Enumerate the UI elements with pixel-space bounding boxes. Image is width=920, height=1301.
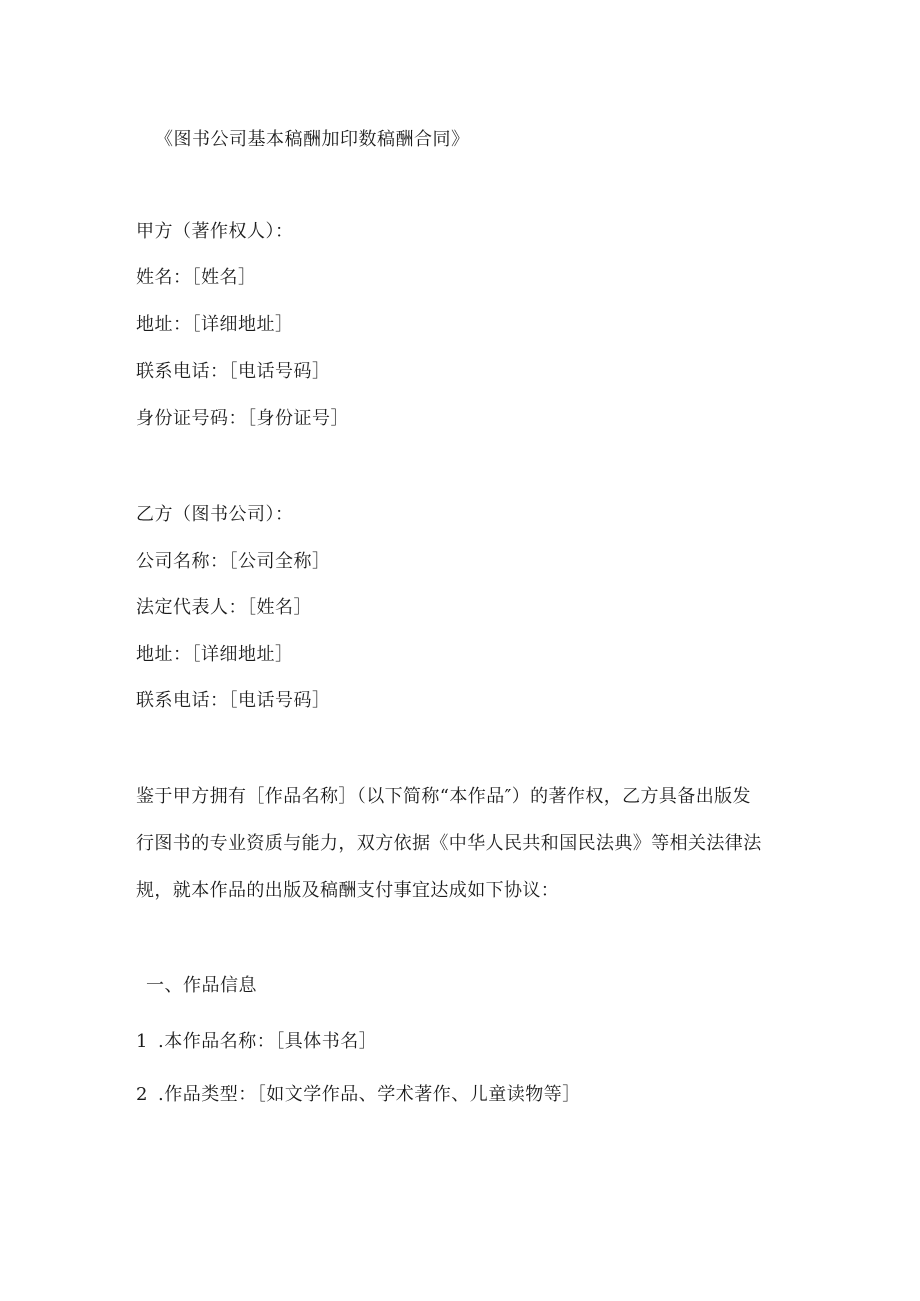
item-text: .本作品名称：［具体书名］ xyxy=(158,1031,378,1052)
section-1-item-1 xyxy=(136,1029,377,1055)
preamble-line-2: 行图书的专业资质与能力，双方依据《中华人民共和国民法典》等相关法律法 xyxy=(136,833,762,854)
party-a-phone: 联系电话：［电话号码］ xyxy=(136,361,331,382)
party-a-id-number: 身份证号码：［身份证号］ xyxy=(136,408,349,429)
preamble-line-3: 规，就本作品的出版及稿酬支付事宜达成如下协议： xyxy=(136,880,560,901)
contract-title: 《图书公司基本稿酬加印数稿酬合同》 xyxy=(155,129,470,150)
party-b-phone: 联系电话：［电话号码］ xyxy=(136,690,331,711)
party-b-representative: 法定代表人：［姓名］ xyxy=(136,597,312,618)
party-a-name: 姓名：［姓名］ xyxy=(136,267,257,288)
party-a-heading: 甲方（著作权人）： xyxy=(136,221,294,242)
item-text: .作品类型：［如文学作品、学术著作、儿童读物等］ xyxy=(158,1084,581,1105)
section-1-heading: 一、作品信息 xyxy=(146,975,257,996)
section-1-item-2 xyxy=(136,1082,581,1108)
party-a-address: 地址：［详细地址］ xyxy=(136,314,294,335)
item-number: 2 xyxy=(136,1084,148,1105)
party-b-company: 公司名称：［公司全称］ xyxy=(136,551,331,572)
party-b-address: 地址：［详细地址］ xyxy=(136,644,294,665)
item-number: 1 xyxy=(136,1031,148,1052)
party-b-heading: 乙方（图书公司）： xyxy=(136,504,294,525)
preamble-line-1: 鉴于甲方拥有［作品名称］（以下简称“本作品″）的著作权，乙方具备出版发 xyxy=(136,786,751,807)
